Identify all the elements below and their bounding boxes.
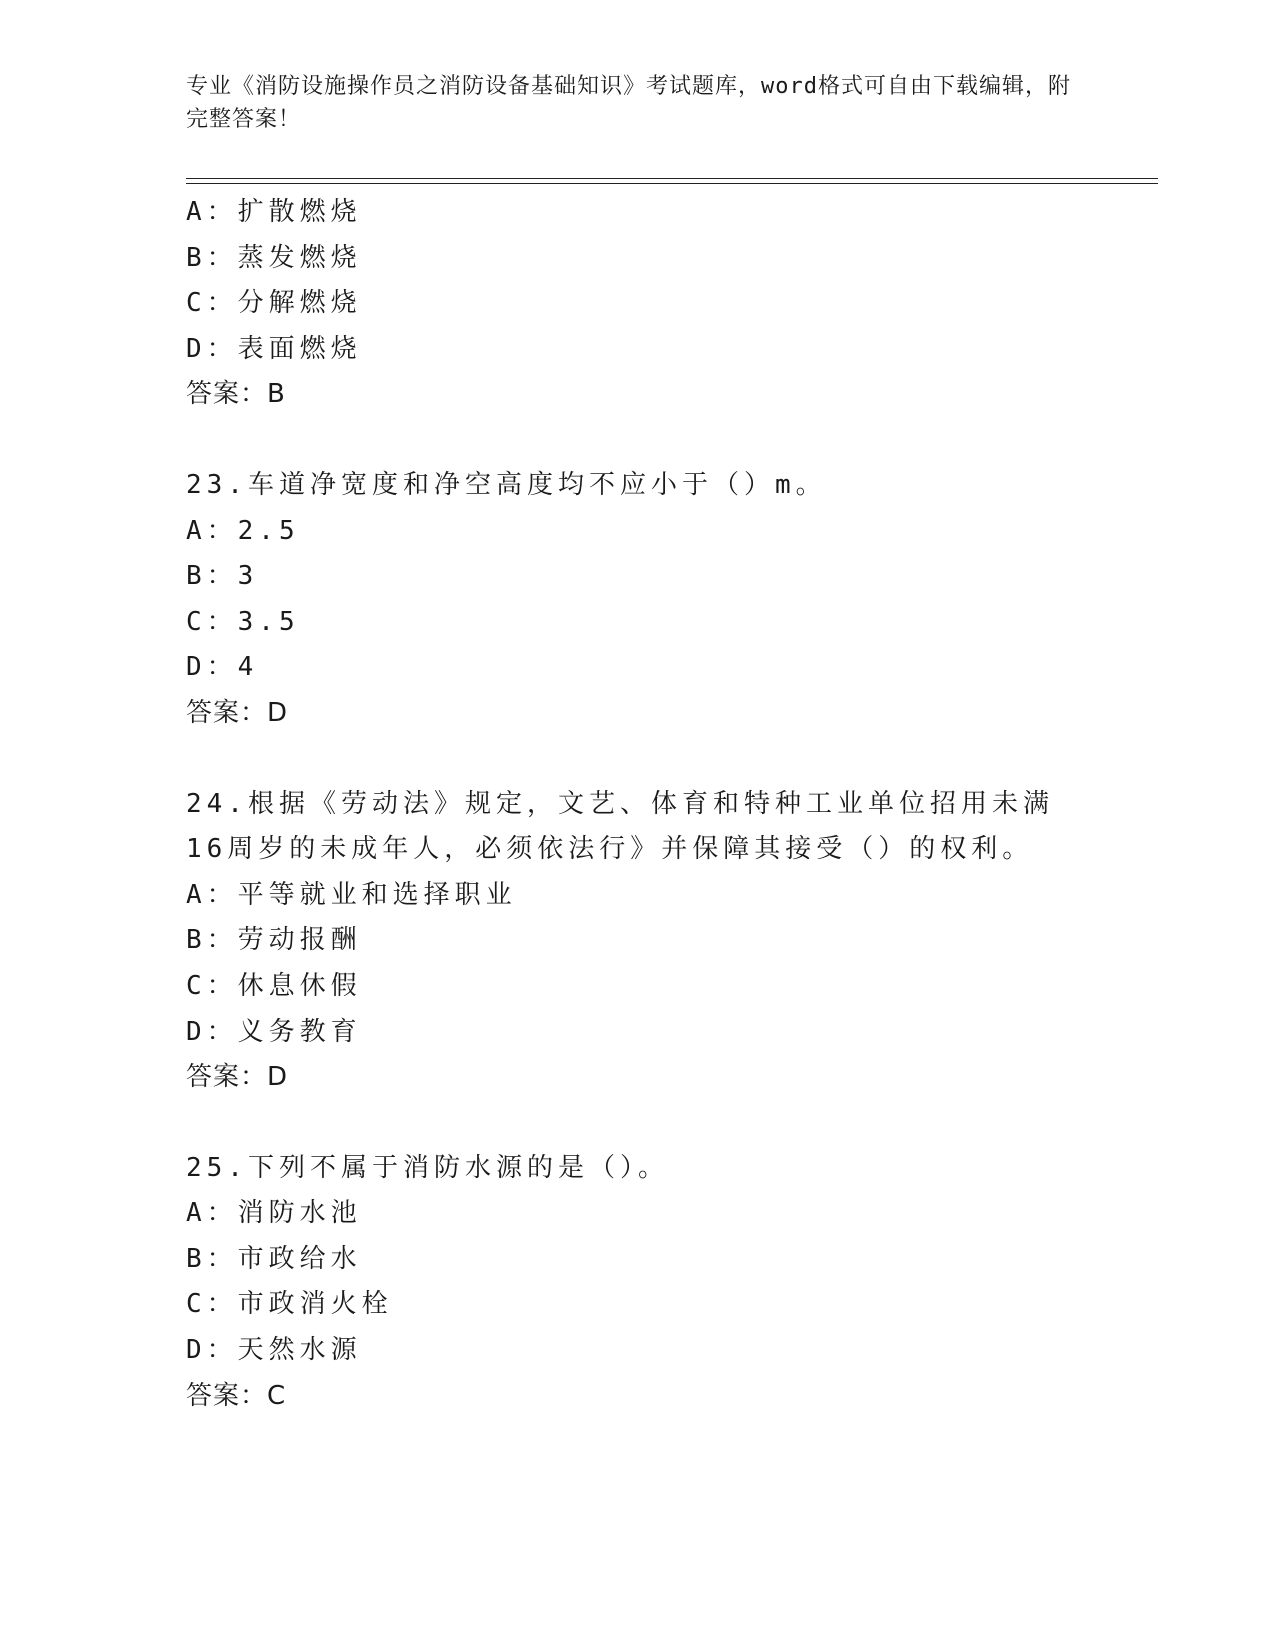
- spacer: [186, 1101, 1086, 1146]
- spacer: [186, 737, 1086, 782]
- option-d: D：天然水源: [186, 1335, 362, 1366]
- answer-line: [186, 372, 1086, 418]
- spacer: [186, 418, 1086, 463]
- question-22-partial: [186, 190, 1086, 418]
- answer-label: 答案：: [186, 379, 268, 410]
- option-a: A：平等就业和选择职业: [186, 879, 517, 910]
- answer-value: C: [267, 1380, 287, 1411]
- document-header: 专业《消防设施操作员之消防设备基础知识》考试题库，word格式可自由下载编辑，附完整答案！: [186, 74, 1071, 132]
- option-c: C：休息休假: [186, 970, 362, 1001]
- option-a: A：2.5: [186, 515, 300, 546]
- answer-value: B: [267, 379, 286, 410]
- option-b: B：蒸发燃烧: [186, 242, 362, 273]
- answer-line: [186, 1055, 1086, 1101]
- option-b: B：劳动报酬: [186, 925, 362, 956]
- answer-value: D: [267, 1062, 289, 1093]
- option-a: A：消防水池: [186, 1198, 362, 1229]
- answer-label: 答案：: [186, 697, 268, 728]
- question-list: [186, 190, 1086, 1419]
- option-b: B：市政给水: [186, 1243, 362, 1274]
- question-text: 25.下列不属于消防水源的是（）。: [186, 1152, 669, 1183]
- answer-label: 答案：: [186, 1062, 268, 1093]
- header-rule-top: [186, 178, 1158, 179]
- option-d: D：义务教育: [186, 1016, 362, 1047]
- option-c: C：市政消火栓: [186, 1289, 393, 1320]
- question-text: 23.车道净宽度和净空高度均不应小于（）m。: [186, 469, 827, 500]
- option-d: D：4: [186, 652, 259, 683]
- question-23: [186, 463, 1086, 737]
- answer-line: [186, 691, 1086, 737]
- answer-label: 答案：: [186, 1380, 268, 1411]
- question-25: [186, 1146, 1086, 1420]
- option-a: A：扩散燃烧: [186, 197, 362, 227]
- answer-line: [186, 1374, 1086, 1420]
- answer-value: D: [267, 697, 289, 728]
- question-24: [186, 782, 1086, 1101]
- question-text: 24.根据《劳动法》规定，文艺、体育和特种工业单位招用未满16周岁的未成年人，必须依法行》并保障其接受（）的权利。: [186, 788, 1054, 865]
- option-c: C：3.5: [186, 606, 300, 637]
- option-b: B：3: [186, 561, 259, 592]
- option-c: C：分解燃烧: [186, 288, 362, 319]
- header-rule-bottom: [186, 183, 1158, 184]
- option-d: D：表面燃烧: [186, 333, 362, 364]
